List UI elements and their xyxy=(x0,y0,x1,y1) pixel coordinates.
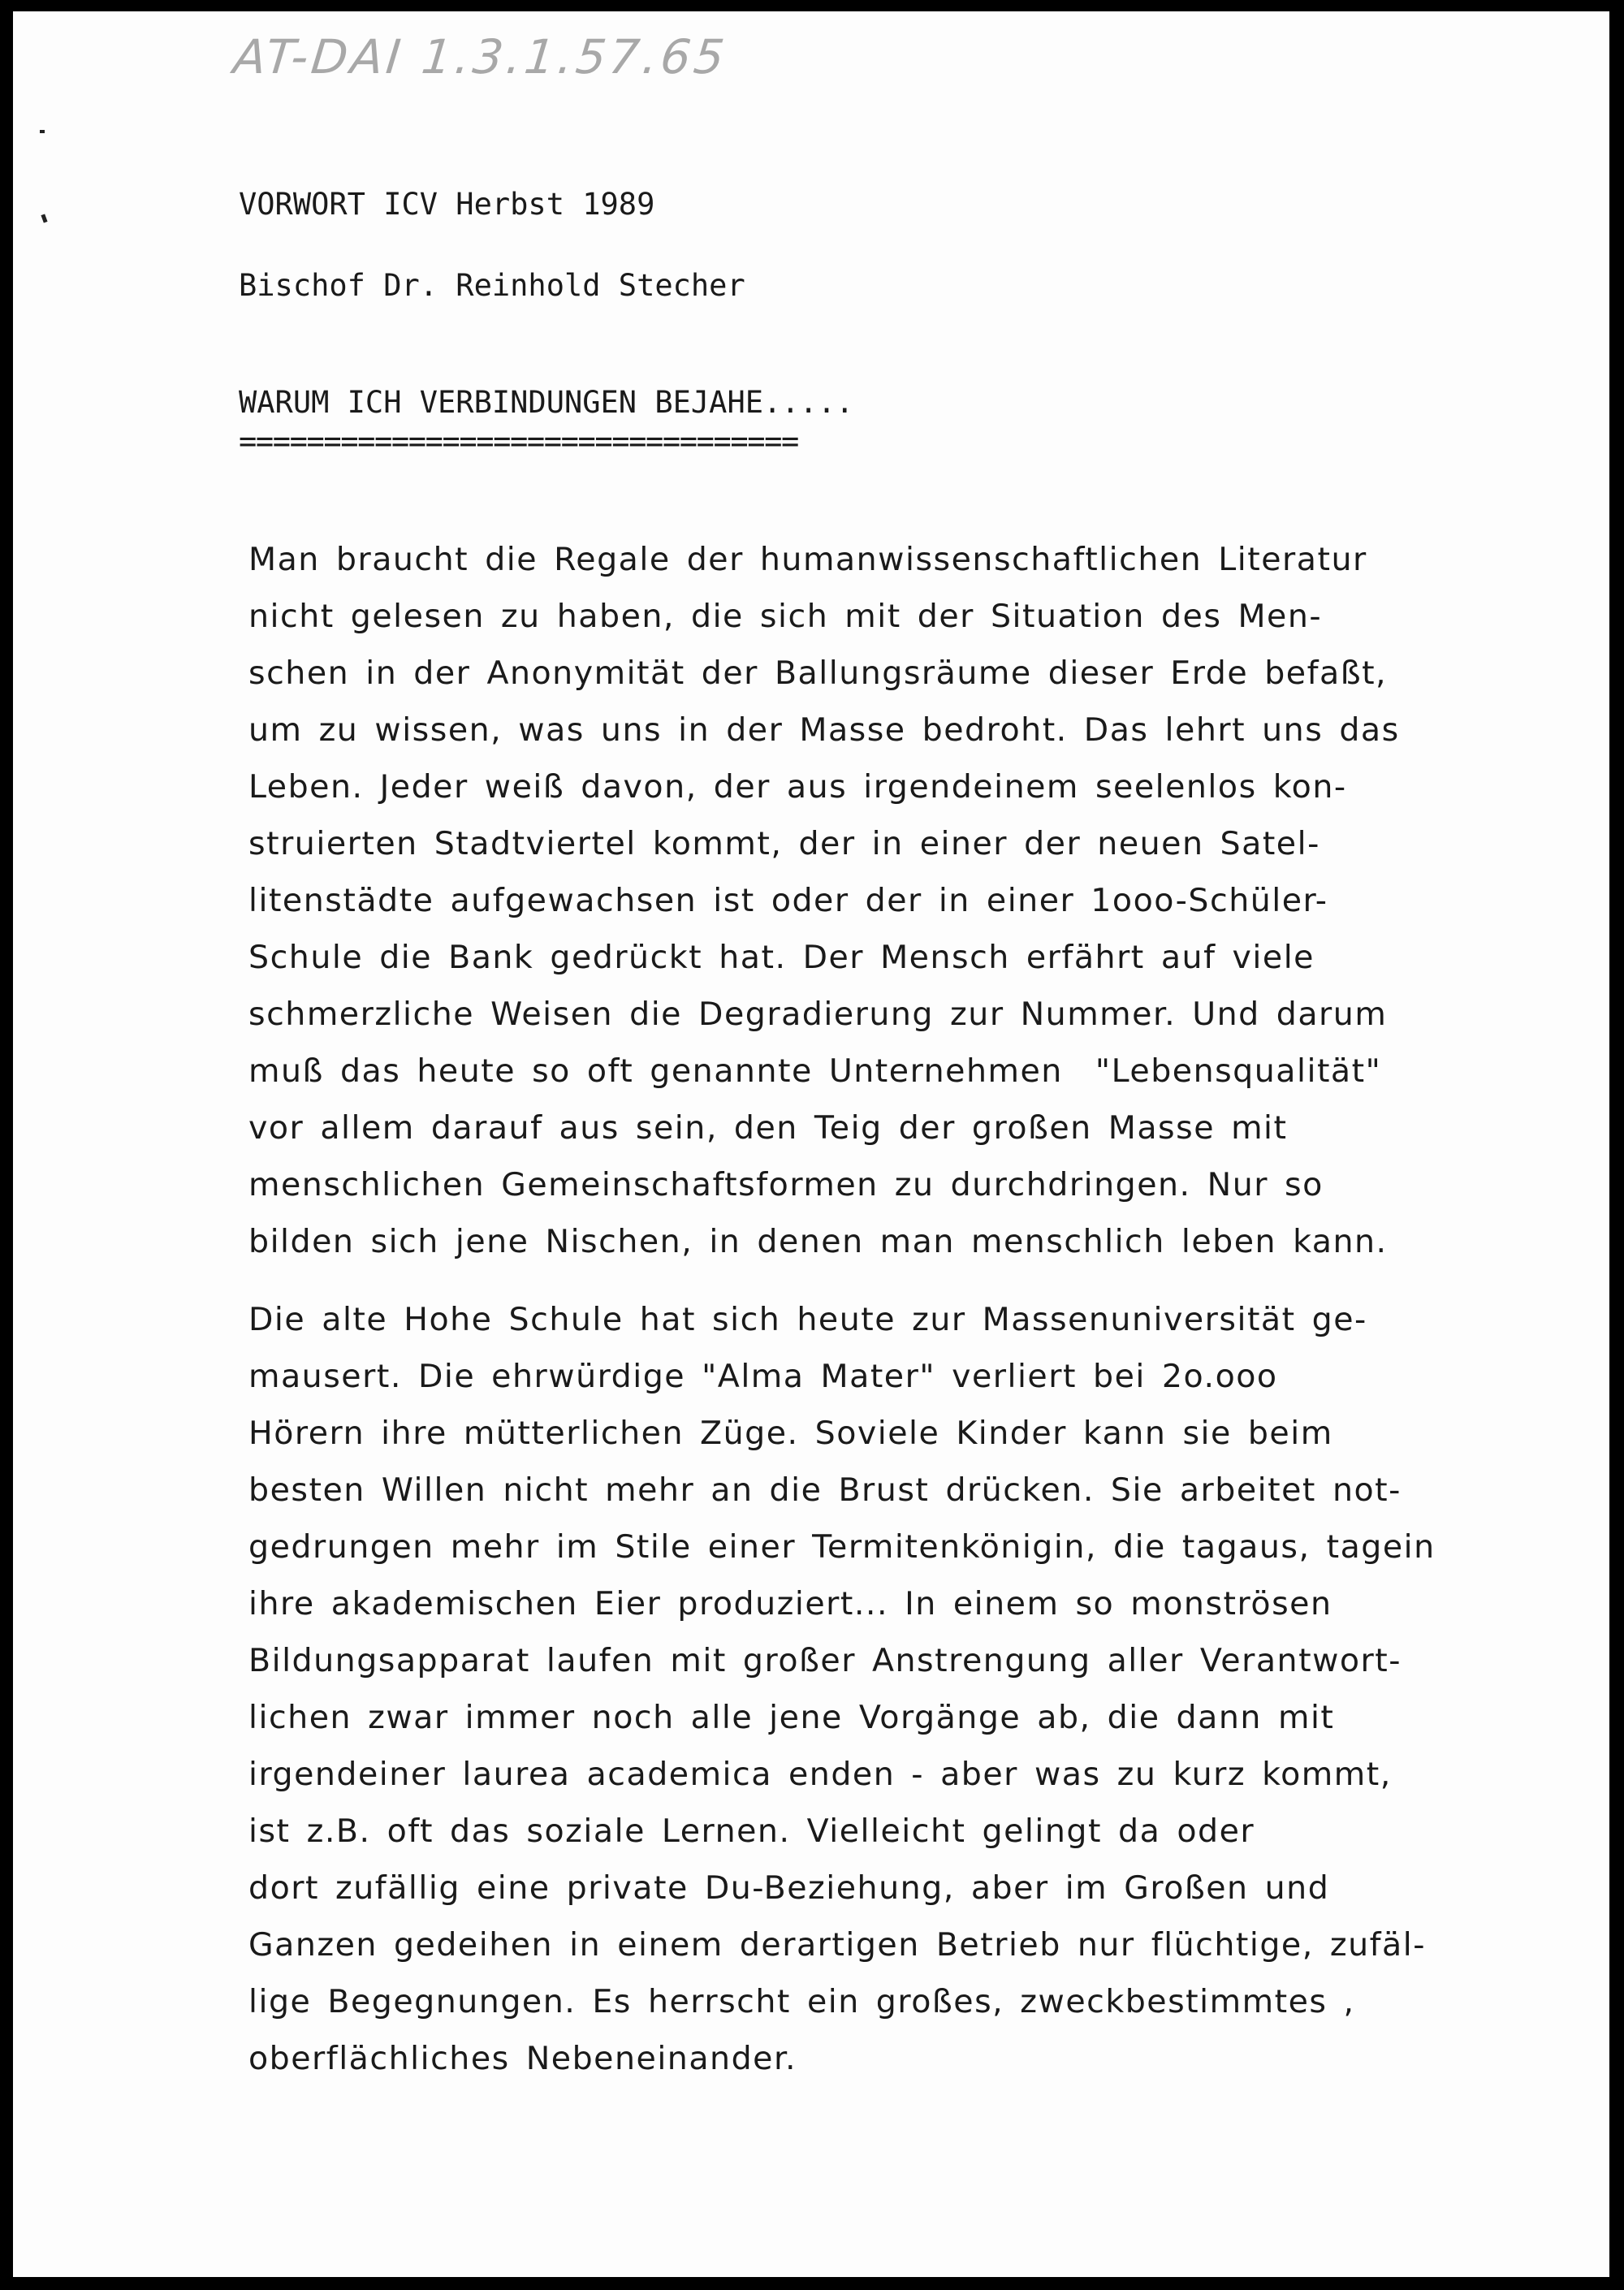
text-line: Bildungsapparat laufen mit großer Anstrengung aller Verantwort- xyxy=(248,1642,1402,1679)
text-line: muß das heute so oft genannte Unternehmen "Lebensqualität" xyxy=(248,1052,1382,1090)
text-line: Hörern ihre mütterlichen Züge. Soviele Kinder kann sie beim xyxy=(248,1415,1333,1452)
margin-mark xyxy=(41,214,47,223)
text-line: schmerzliche Weisen die Degradierung zur Nummer. Und darum xyxy=(248,996,1388,1033)
author-line: Bischof Dr. Reinhold Stecher xyxy=(239,268,745,303)
header-line-1: VORWORT ICV Herbst 1989 xyxy=(239,187,655,222)
text-line: ist z.B. oft das soziale Lernen. Vielleicht gelingt da oder xyxy=(248,1813,1255,1850)
title-underline: ================================= xyxy=(239,424,798,459)
archive-reference: AT-DAI 1.3.1.57.65 xyxy=(231,29,731,84)
text-line: Man braucht die Regale der humanwissenschaftlichen Literatur xyxy=(248,541,1367,578)
text-line: lichen zwar immer noch alle jene Vorgänge ab, die dann mit xyxy=(248,1699,1335,1736)
text-line: menschlichen Gemeinschaftsformen zu durchdringen. Nur so xyxy=(248,1166,1324,1203)
text-line: Schule die Bank gedrückt hat. Der Mensch erfährt auf viele xyxy=(248,939,1315,976)
text-line: mausert. Die ehrwürdige "Alma Mater" verliert bei 2o.ooo xyxy=(248,1358,1278,1395)
text-line: dort zufällig eine private Du-Beziehung, aber im Großen und xyxy=(248,1869,1330,1907)
text-line: Leben. Jeder weiß davon, der aus irgendeinem seelenlos kon- xyxy=(248,768,1347,806)
document-title: WARUM ICH VERBINDUNGEN BEJAHE..... xyxy=(239,385,854,420)
text-line: litenstädte aufgewachsen ist oder der in einer 1ooo-Schüler- xyxy=(248,882,1328,919)
text-line: oberflächliches Nebeneinander. xyxy=(248,2040,797,2077)
text-line: bilden sich jene Nischen, in denen man menschlich leben kann. xyxy=(248,1223,1388,1260)
text-line: Die alte Hohe Schule hat sich heute zur Massenuniversität ge- xyxy=(248,1301,1367,1338)
text-line: irgendeiner laurea academica enden - aber was zu kurz kommt, xyxy=(248,1756,1392,1793)
text-line: struierten Stadtviertel kommt, der in einer der neuen Satel- xyxy=(248,825,1320,862)
text-line: gedrungen mehr im Stile einer Termitenkönigin, die tagaus, tagein xyxy=(248,1528,1436,1566)
text-line: schen in der Anonymität der Ballungsräume dieser Erde befaßt, xyxy=(248,655,1388,692)
text-line: Ganzen gedeihen in einem derartigen Betrieb nur flüchtige, zufäl- xyxy=(248,1926,1426,1964)
text-line: um zu wissen, was uns in der Masse bedroht. Das lehrt uns das xyxy=(248,711,1400,749)
text-line: lige Begegnungen. Es herrscht ein großes, zweckbestimmtes , xyxy=(248,1983,1355,2020)
text-line: nicht gelesen zu haben, die sich mit der Situation des Men- xyxy=(248,598,1323,635)
paragraph-2 xyxy=(248,1291,1564,2087)
text-line: vor allem darauf aus sein, den Teig der großen Masse mit xyxy=(248,1109,1288,1147)
document-page xyxy=(13,11,1609,2277)
margin-mark xyxy=(40,130,45,133)
text-line: besten Willen nicht mehr an die Brust drücken. Sie arbeitet not- xyxy=(248,1471,1402,1509)
text-line: ihre akademischen Eier produziert... In einem so monströsen xyxy=(248,1585,1332,1622)
paragraph-1 xyxy=(248,531,1564,1270)
